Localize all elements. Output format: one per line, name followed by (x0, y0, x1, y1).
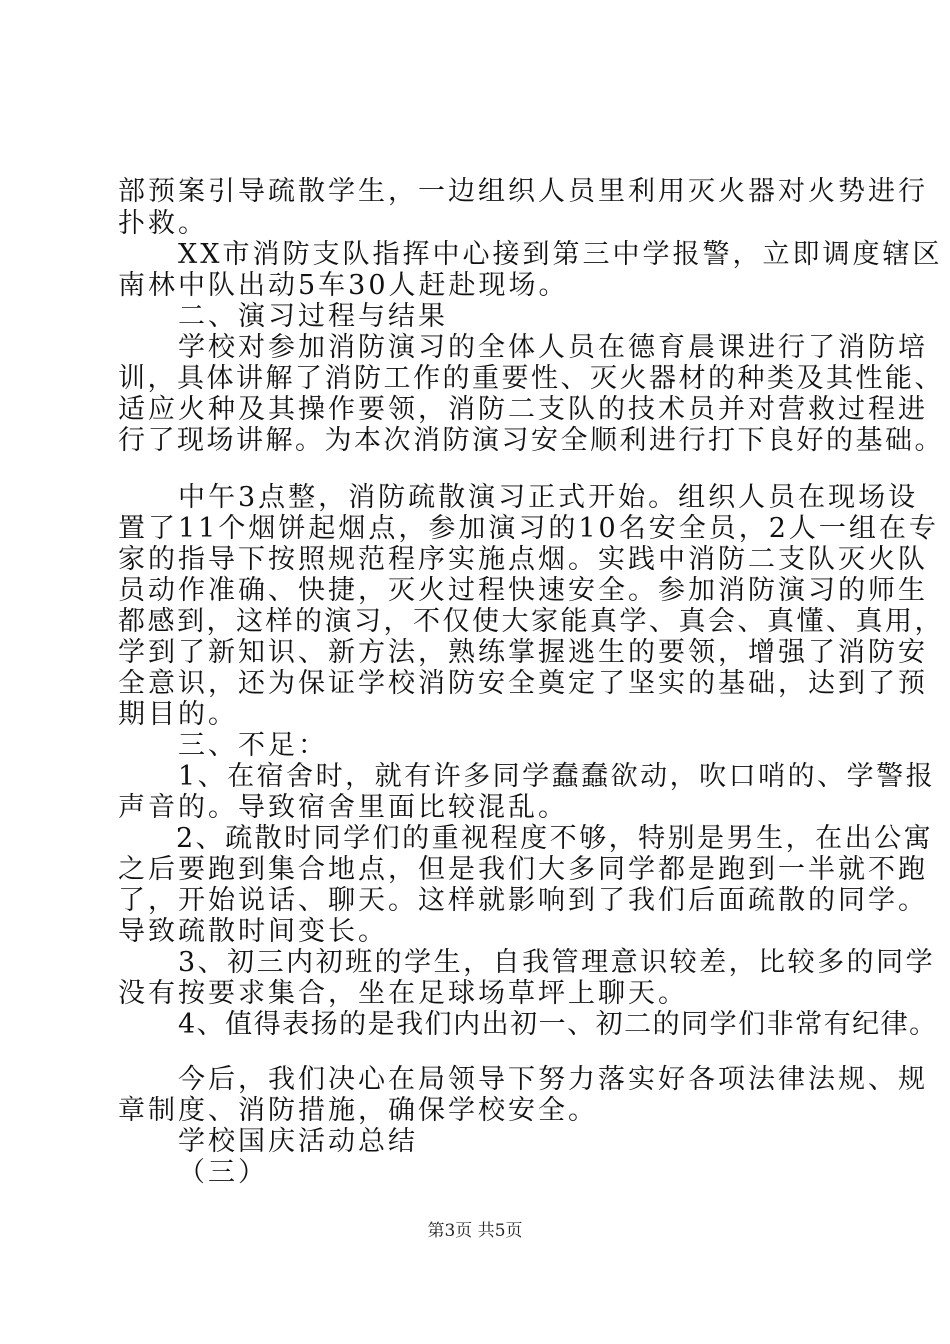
body-text-line: 部预案引导疏散学生，一边组织人员里利用灭火器对火势进行 (118, 176, 928, 207)
body-text-line: 3、初三内初班的学生，自我管理意识较差，比较多的同学 (178, 947, 936, 978)
section-title: 学校国庆活动总结 (178, 1126, 418, 1157)
body-text-line: 行了现场讲解。为本次消防演习安全顺利进行打下良好的基础。 (118, 425, 944, 456)
body-text-line: 适应火种及其操作要领，消防二支队的技术员并对营救过程进 (118, 394, 928, 425)
body-text-line: 训，具体讲解了消防工作的重要性、灭火器材的种类及其性能、 (118, 363, 944, 394)
page-number-footer: 第3页 共5页 (427, 1221, 523, 1241)
section-heading: 三、不足： (178, 730, 328, 761)
body-text-line: 员动作准确、快捷，灭火过程快速安全。参加消防演习的师生 (118, 575, 928, 606)
body-text-line: 全意识，还为保证学校消防安全奠定了坚实的基础，达到了预 (118, 668, 928, 699)
body-text-line: 没有按要求集合，坐在足球场草坪上聊天。 (118, 978, 688, 1009)
body-text-line: 今后，我们决心在局领导下努力落实好各项法律法规、规 (178, 1064, 928, 1095)
body-text-line: 期目的。 (118, 699, 238, 730)
body-text-line: 置了11个烟饼起烟点，参加演习的10名安全员，2人一组在专 (118, 513, 939, 544)
body-text-line: 2、疏散时同学们的重视程度不够，特别是男生，在出公寓 (176, 823, 934, 854)
body-text-line: 扑救。 (118, 208, 208, 239)
body-text-line: 声音的。导致宿舍里面比较混乱。 (118, 792, 568, 823)
body-text-line: 家的指导下按照规范程序实施点烟。实践中消防二支队灭火队 (118, 544, 928, 575)
body-text-line: 章制度、消防措施，确保学校安全。 (118, 1095, 598, 1126)
body-text-line: 1、在宿舍时，就有许多同学蠢蠢欲动，吹口哨的、学警报 (178, 761, 936, 792)
section-number: （三） (178, 1157, 268, 1188)
body-text-line: 4、值得表扬的是我们内出初一、初二的同学们非常有纪律。 (178, 1009, 938, 1040)
body-text-line: 之后要跑到集合地点，但是我们大多同学都是跑到一半就不跑 (118, 854, 928, 885)
body-text-line: 学校对参加消防演习的全体人员在德育晨课进行了消防培 (178, 332, 928, 363)
section-heading: 二、演习过程与结果 (178, 301, 448, 332)
body-text-line: XX市消防支队指挥中心接到第三中学报警，立即调度辖区 (178, 239, 943, 270)
body-text-line: 南林中队出动5车30人赶赴现场。 (118, 270, 569, 301)
body-text-line: 了，开始说话、聊天。这样就影响到了我们后面疏散的同学。 (118, 885, 928, 916)
body-text-line: 导致疏散时间变长。 (118, 916, 388, 947)
body-text-line: 都感到，这样的演习，不仅使大家能真学、真会、真懂、真用， (118, 606, 944, 637)
body-text-line: 中午3点整，消防疏散演习正式开始。组织人员在现场设 (178, 482, 919, 513)
body-text-line: 学到了新知识、新方法，熟练掌握逃生的要领，增强了消防安 (118, 637, 928, 668)
